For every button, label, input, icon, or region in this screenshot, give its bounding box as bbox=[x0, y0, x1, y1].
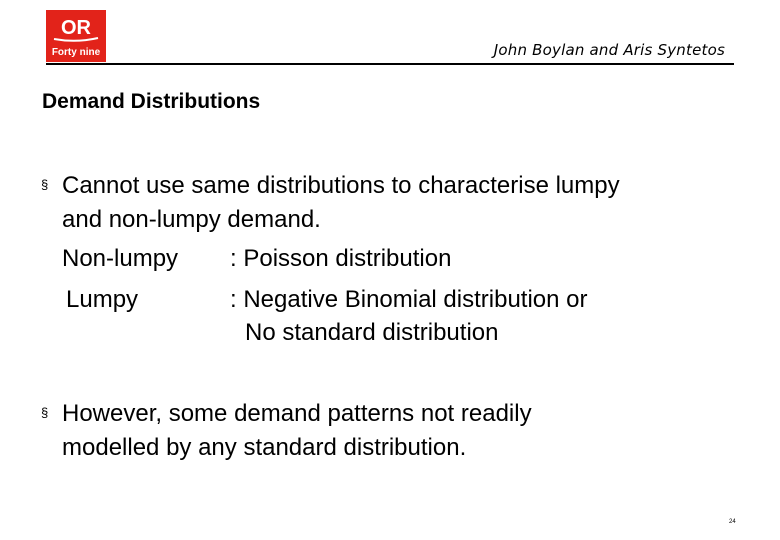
bullet-marker: § bbox=[41, 405, 49, 420]
bullet-marker: § bbox=[41, 177, 49, 192]
row-value-poisson: : Poisson distribution bbox=[230, 245, 452, 272]
logo-text-forty-nine: Forty nine bbox=[51, 47, 101, 58]
or-forty-nine-logo bbox=[46, 10, 106, 62]
logo-text-or: OR bbox=[61, 17, 91, 39]
bullet-1-line-2: and non-lumpy demand. bbox=[62, 206, 321, 233]
row-label-non-lumpy: Non-lumpy bbox=[62, 245, 179, 272]
header-authors: John Boylan and Aris Syntetos bbox=[493, 41, 725, 59]
page-number: 24 bbox=[729, 519, 736, 525]
row-value-continuation: No standard distribution bbox=[245, 319, 499, 346]
bullet-2-line-1: However, some demand patterns not readily bbox=[62, 400, 532, 427]
bullet-2-line-2: modelled by any standard distribution. bbox=[62, 434, 467, 461]
logo-graphic bbox=[46, 10, 106, 62]
row-value-negative-binomial: : Negative Binomial distribution or bbox=[230, 286, 588, 313]
header-divider bbox=[46, 63, 734, 65]
row-label-lumpy: Lumpy bbox=[66, 286, 139, 313]
bullet-1-line-1: Cannot use same distributions to characterise lumpy bbox=[62, 172, 620, 199]
slide-title: Demand Distributions bbox=[42, 90, 261, 113]
